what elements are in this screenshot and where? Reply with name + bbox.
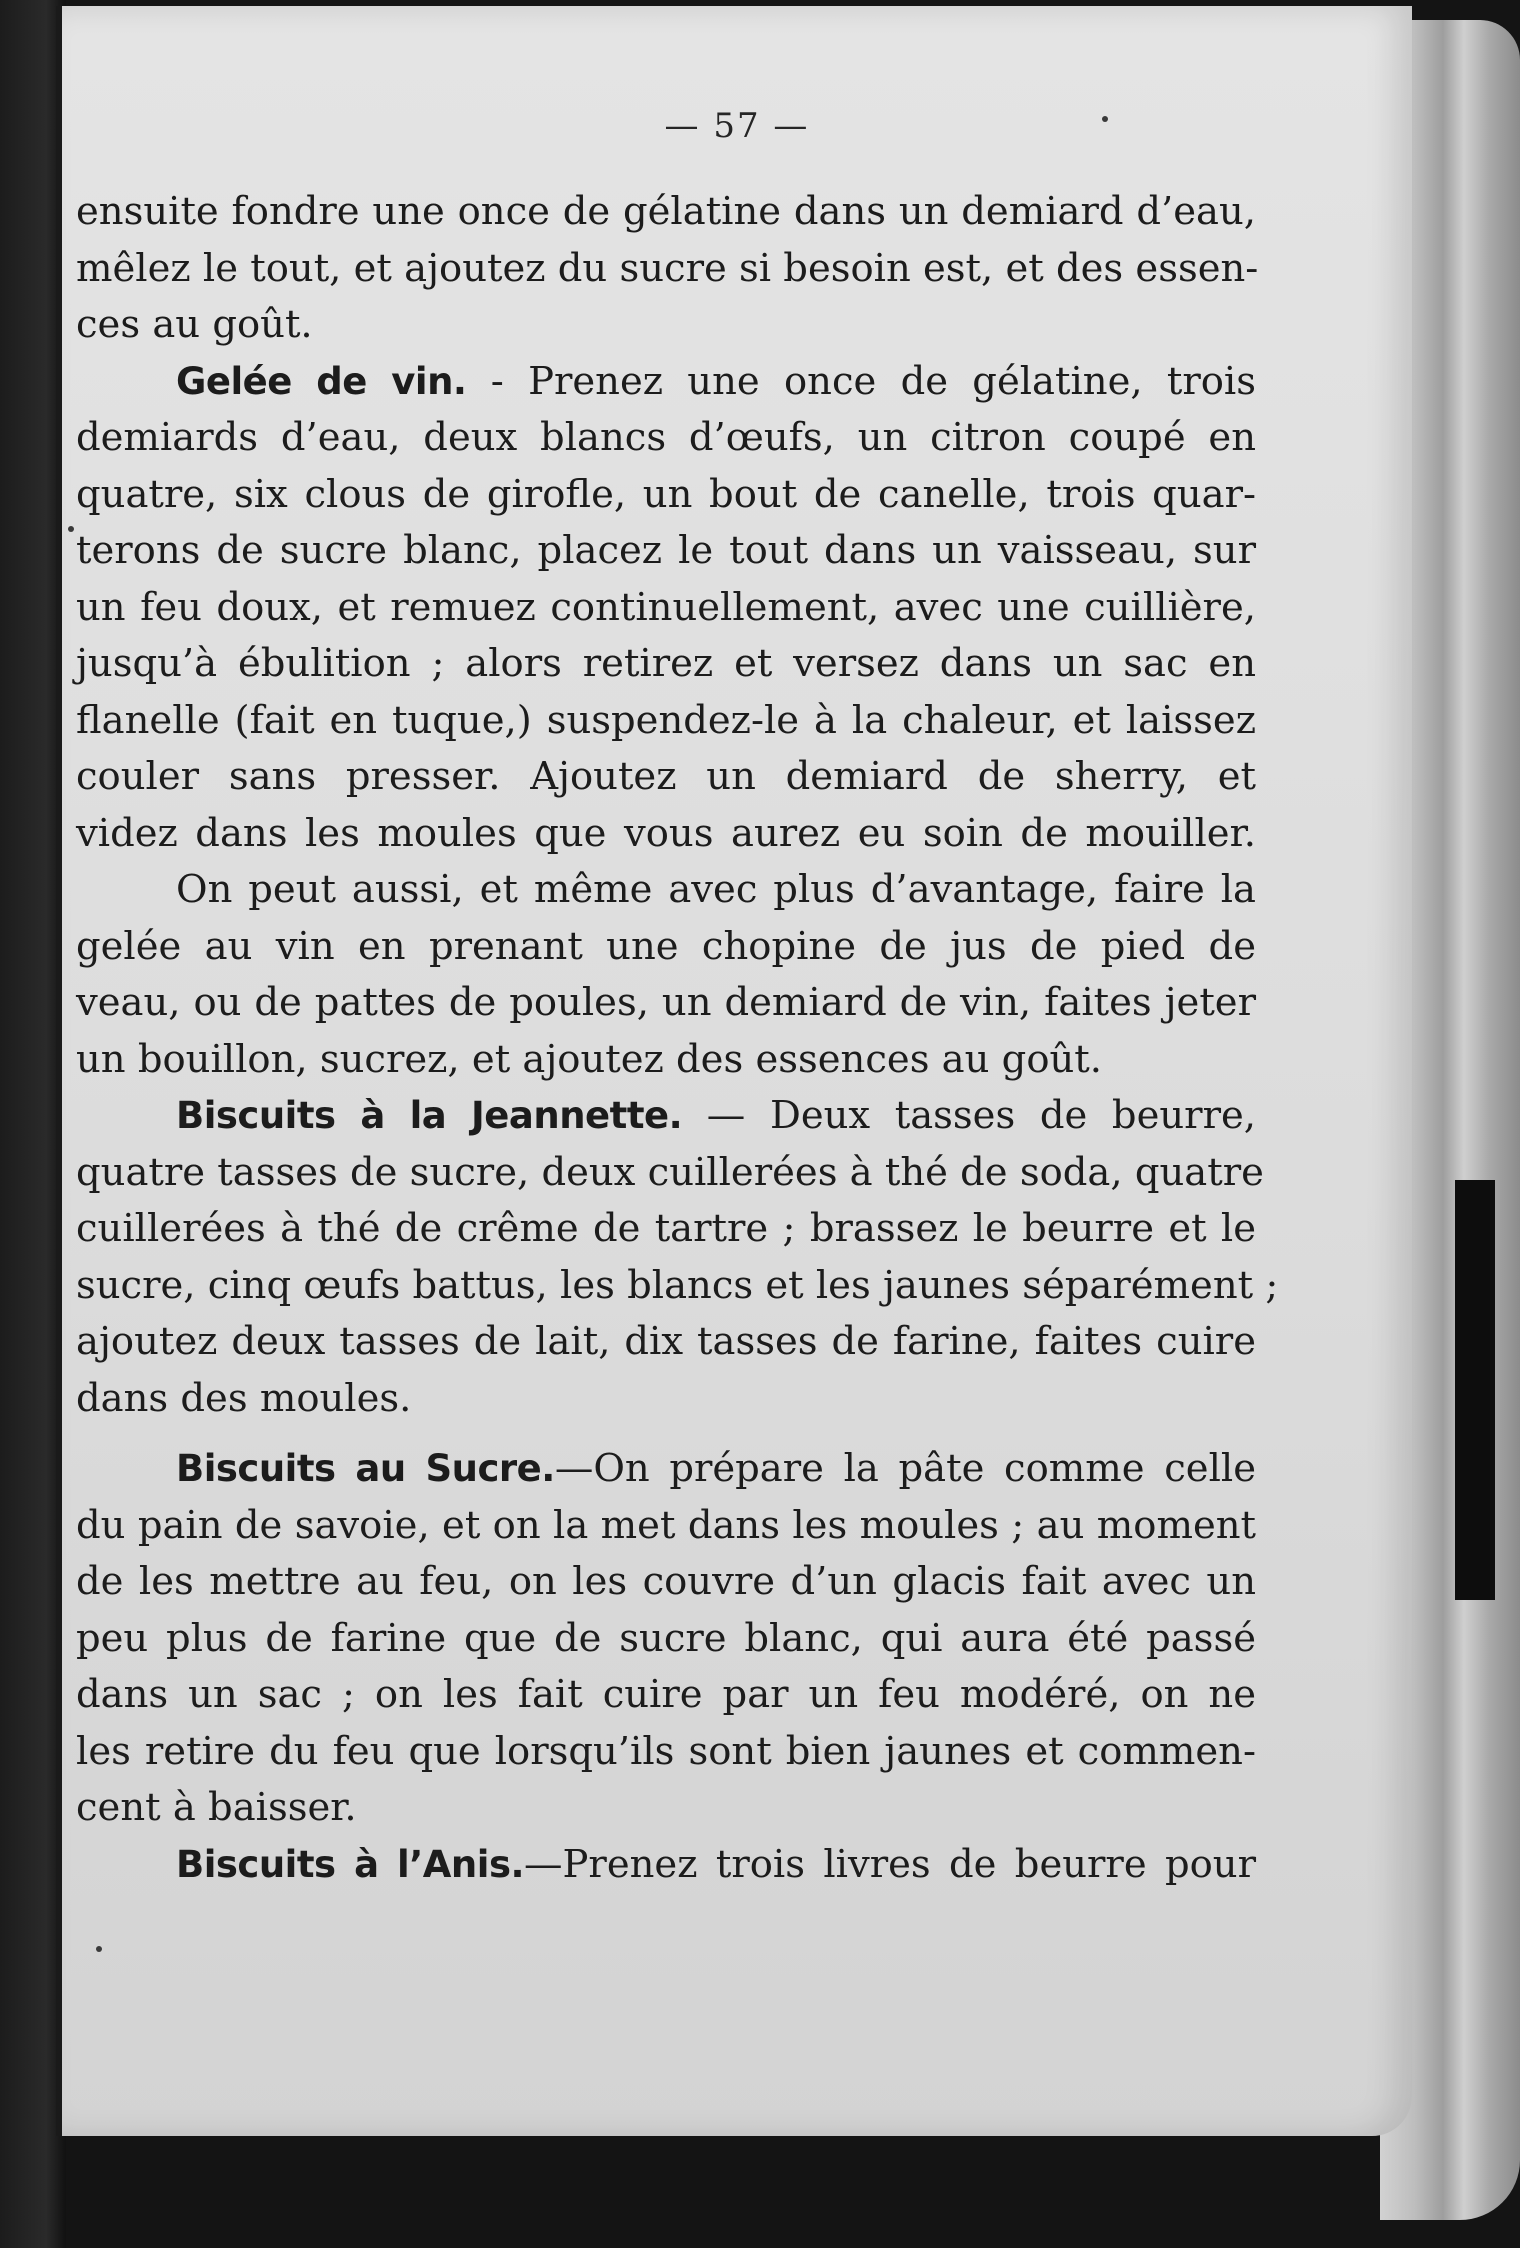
text-line: peu plus de farine que de sucre blanc, qui aura été passé (76, 1615, 1256, 1661)
recipe-heading: Biscuits à l’Anis. (176, 1842, 525, 1886)
text-line: ces au goût. (76, 302, 313, 347)
text-line: flanelle (fait en tuque,) suspendez-le à la chaleur, et laissez (76, 697, 1256, 743)
text-line: couler sans presser. Ajoutez un demiard de sherry, et (76, 754, 1256, 799)
text-line: videz dans les moules que vous aurez eu soin de mouiller. (76, 810, 1256, 856)
paper-speck (68, 526, 74, 532)
text-line: ajoutez deux tasses de lait, dix tasses de farine, faites cuire (76, 1319, 1256, 1364)
text-run: — Deux tasses de beurre, (682, 1093, 1256, 1138)
text-line: sucre, cinq œufs battus, les blancs et les jaunes séparément ; (76, 1262, 1279, 1308)
recipe-biscuits-au-sucre (76, 1441, 1256, 1837)
page-text (76, 184, 1279, 1893)
text-line (76, 1088, 1256, 1145)
text-line (76, 1441, 1256, 1498)
paper-speck (1102, 116, 1108, 122)
paragraph-continuation (76, 184, 1259, 354)
text-line: cuillerées à thé de crême de tartre ; brassez le beurre et le (76, 1206, 1256, 1251)
text-line (76, 354, 1256, 411)
recipe-biscuits-anis (76, 1837, 1256, 1894)
text-line: quatre tasses de sucre, deux cuillerées à thé de soda, quatre (76, 1149, 1264, 1195)
text-run: - Prenez une once de gélatine, trois (466, 358, 1257, 404)
text-line: du pain de savoie, et on la met dans les moules ; au moment (76, 1502, 1256, 1548)
text-line: dans un sac ; on les fait cuire par un feu modéré, on ne (76, 1672, 1256, 1717)
text-line: veau, ou de pattes de poules, un demiard de vin, faites jeter (76, 980, 1256, 1025)
page-edges-shadow (1455, 1180, 1495, 1600)
page-number: — 57 — (664, 106, 810, 146)
text-line: un bouillon, sucrez, et ajoutez des essences au goût. (76, 1036, 1103, 1082)
text-run: —Prenez trois livres de beurre pour (524, 1841, 1256, 1887)
text-line: mêlez le tout, et ajoutez du sucre si besoin est, et des essen- (76, 245, 1259, 291)
text-line: On peut aussi, et même avec plus d’avantage, faire la (176, 867, 1256, 912)
recipe-gelee-de-vin (76, 354, 1256, 863)
paragraph-variant (76, 862, 1256, 1088)
text-line: quatre, six clous de girofle, un bout de canelle, trois quar- (76, 471, 1256, 517)
recipe-heading: Biscuits à la Jeannette. (176, 1094, 683, 1137)
paragraph-gap (76, 1427, 1256, 1441)
text-line: de les mettre au feu, on les couvre d’un glacis fait avec un (76, 1559, 1256, 1604)
book-page (56, 6, 1412, 2136)
text-line (76, 1837, 1256, 1894)
paper-speck (96, 1946, 102, 1952)
text-line: terons de sucre blanc, placez le tout dans un vaisseau, sur (76, 528, 1256, 573)
text-line: ensuite fondre une once de gélatine dans un demiard d’eau, (76, 189, 1256, 234)
text-line: un feu doux, et remuez continuellement, avec une cuillière, (76, 584, 1256, 630)
text-run: —On prépare la pâte comme celle (554, 1446, 1256, 1491)
recipe-heading: Gelée de vin. (176, 359, 467, 403)
text-line: dans des moules. (76, 1375, 412, 1421)
text-line: les retire du feu que lorsqu’ils sont bien jaunes et commen- (76, 1728, 1256, 1774)
text-line: jusqu’à ébulition ; alors retirez et versez dans un sac en (76, 641, 1256, 686)
text-line: demiards d’eau, deux blancs d’œufs, un citron coupé en (76, 415, 1256, 460)
recipe-biscuits-jeannette (76, 1088, 1279, 1427)
text-line: gelée au vin en prenant une chopine de jus de pied de (76, 923, 1256, 969)
text-line: cent à baisser. (76, 1785, 357, 1830)
recipe-heading: Biscuits au Sucre. (176, 1447, 555, 1490)
